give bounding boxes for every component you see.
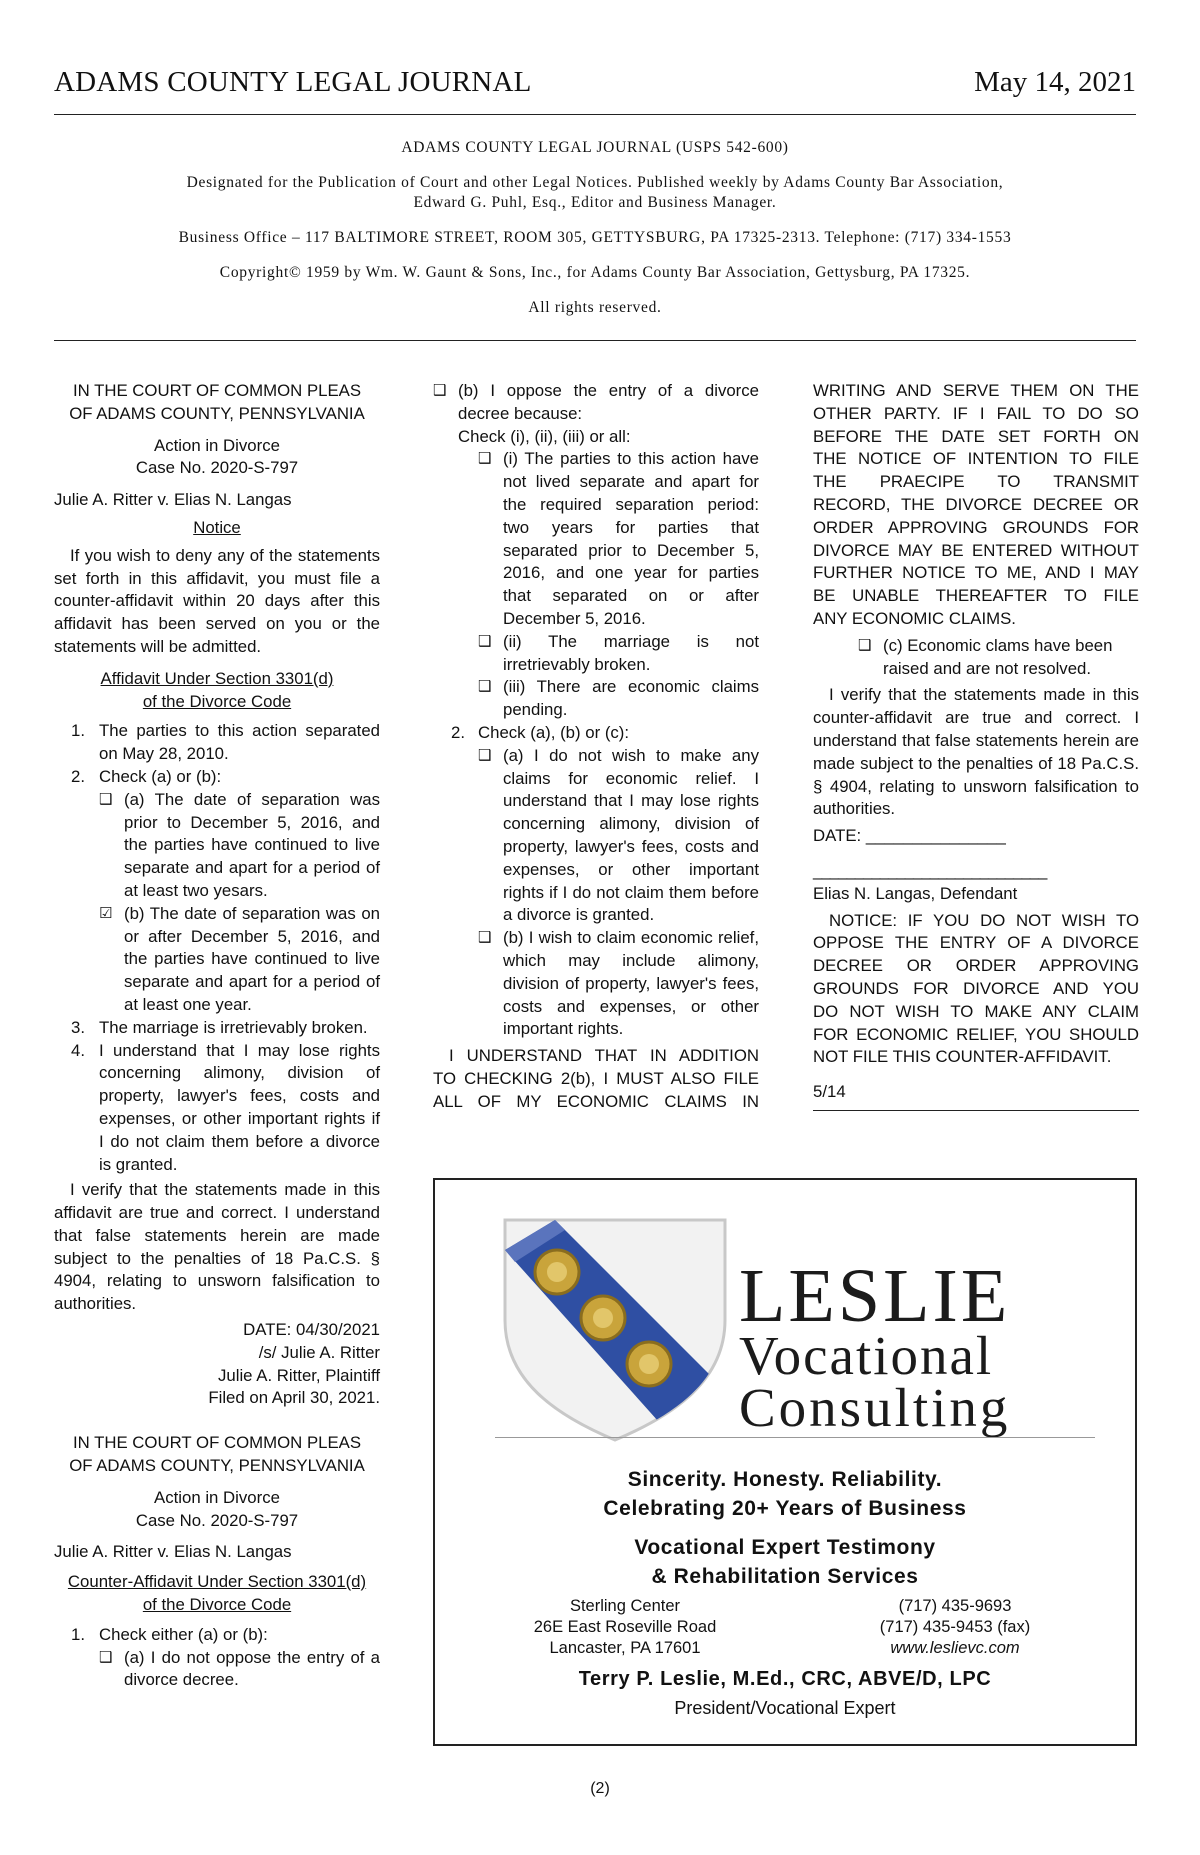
case-number: Case No. 2020-S-797 <box>135 1510 299 1530</box>
masthead <box>54 138 1136 333</box>
issue-date: May 14, 2021 <box>974 66 1136 98</box>
ad-tagline: Sincerity. Honesty. Reliability. <box>627 1468 943 1491</box>
masthead-rights: All rights reserved. <box>528 299 662 316</box>
heading-line: of the Divorce Code <box>142 1595 292 1615</box>
page-number: (2) <box>590 1780 610 1797</box>
masthead-designation-line1: Designated for the Publication of Court and other Legal Notices. Published weekly by Adams County Bar Association, <box>186 174 1004 191</box>
caps-line: DECREE OR ORDER APPROVING <box>813 956 1139 976</box>
journal-title: ADAMS COUNTY LEGAL JOURNAL <box>54 66 532 98</box>
caps-line: ORDER APPROVING GROUNDS FOR <box>813 517 1139 537</box>
item-text: Check either (a) or (b): <box>99 1624 268 1644</box>
caps-line: OTHER PARTY. IF I FAIL TO DO SO <box>813 403 1139 423</box>
verification-paragraph: I verify that the statements made in this affidavit are true and correct. I understand that false statements herein are made subject to the penalties of 18 Pa.C.S. § 4904, relating to unsworn falsification to authorities. <box>54 1180 380 1314</box>
checkbox-checked-icon: ☑ <box>99 904 113 922</box>
court-line: IN THE COURT OF COMMON PLEAS <box>72 1433 362 1453</box>
caps-line: FURTHER NOTICE TO ME, AND I MAY <box>813 563 1139 583</box>
heading-line: Counter-Affidavit Under Section 3301(d) <box>67 1572 367 1592</box>
checkbox-empty-icon: ❑ <box>433 382 447 399</box>
case-parties: Julie A. Ritter v. Elias N. Langas <box>54 1542 292 1562</box>
masthead-copyright: Copyright© 1959 by Wm. W. Gaunt & Sons, Inc., for Adams County Bar Association, Gettysburg, PA 17325. <box>219 264 971 281</box>
caps-line: NOTICE: IF YOU DO NOT WISH TO <box>829 910 1139 930</box>
address-line: 26E East Roseville Road <box>533 1618 717 1636</box>
caps-line: BE UNABLE THEREAFTER TO FILE <box>813 586 1139 606</box>
ad-person: Terry P. Leslie, M.Ed., CRC, ABVE/D, LPC <box>578 1668 992 1690</box>
court-line: IN THE COURT OF COMMON PLEAS <box>72 381 362 400</box>
caps-line: FOR ECONOMIC RELIEF, YOU SHOULD <box>813 1024 1139 1044</box>
list-item <box>433 722 759 745</box>
checkbox-empty-icon: ❑ <box>478 746 492 764</box>
checkbox-item <box>433 448 759 630</box>
final-notice <box>813 910 1139 1070</box>
page-header <box>54 62 1136 115</box>
case-parties: Julie A. Ritter v. Elias N. Langas <box>54 490 292 510</box>
court-heading <box>54 1432 380 1478</box>
item-text: The parties to this action separated on May 28, 2010. <box>99 721 380 764</box>
publication-date-text: 5/14 <box>813 1082 846 1102</box>
verification-paragraph: I verify that the statements made in this counter-affidavit are true and correct. I understand that false statements herein are made subject to the penalties of 18 Pa.C.S. § 4904, relating to unsworn falsification to authorities. <box>813 685 1139 819</box>
defendant-name: Elias N. Langas, Defendant <box>813 883 1018 903</box>
checkbox-empty-icon: ❑ <box>858 636 872 654</box>
item-text: (c) Economic clams have been raised and are not resolved. <box>883 635 1113 678</box>
action-type: Action in Divorce <box>154 435 280 455</box>
signature-line: ____________________________ <box>813 860 1047 880</box>
item-text: (b) I oppose the entry of a divorce decree because: <box>458 381 759 423</box>
list-item <box>54 1017 380 1040</box>
item-number: 1. <box>71 1624 85 1644</box>
counter-affidavit-list <box>54 1624 380 1692</box>
item-text: (b) The date of separation was on or after December 5, 2016, and the parties have continued to live separate and apart for a period of at least one year. <box>124 903 380 1014</box>
publication-date <box>813 1081 1139 1111</box>
item-text: (iii) There are economic claims pending. <box>503 677 759 720</box>
checkbox-empty-icon: ❑ <box>99 1648 113 1666</box>
ad-person-title: President/Vocational Expert <box>674 1698 896 1718</box>
item-text: (a) The date of separation was prior to December 5, 2016, and the parties have continued to live separate and apart for a period of at least two yesars. <box>124 789 380 900</box>
ad-service: & Rehabilitation Services <box>651 1565 919 1588</box>
checkbox-empty-icon: ❑ <box>478 450 492 468</box>
court-line: OF ADAMS COUNTY, PENNSYLVANIA <box>69 403 365 423</box>
logo-name: LESLIE <box>739 1254 1011 1338</box>
checkbox-item <box>54 1647 380 1693</box>
filed-date: Filed on April 30, 2021. <box>208 1388 380 1408</box>
checkbox-empty-icon: ❑ <box>99 790 113 808</box>
signature-block <box>54 1319 380 1410</box>
caps-line: BEFORE THE DATE SET FORTH ON <box>813 426 1139 446</box>
fax: (717) 435-9453 (fax) <box>879 1618 1031 1636</box>
advertisement <box>433 1178 1137 1746</box>
column-right <box>813 380 1139 1111</box>
ad-contact-info <box>835 1596 1075 1659</box>
ad-service: Vocational Expert Testimony <box>634 1536 936 1559</box>
caps-warning-part1 <box>433 1045 759 1113</box>
item-text: (a) I do not wish to make any claims for economic relief. I understand that I may lose rights concerning alimony, division of property, lawyer's fees, costs and expenses, or other important rights if I do not claim them before a divorce is granted. <box>503 745 759 925</box>
checkbox-item <box>433 676 759 722</box>
heading-line: of the Divorce Code <box>142 691 292 711</box>
item-number: 3. <box>71 1017 85 1037</box>
checkbox-item <box>433 745 759 927</box>
item-text: (ii) The marriage is not irretrievably broken. <box>503 631 759 674</box>
column-middle <box>433 380 759 1114</box>
checkbox-item <box>433 380 759 426</box>
logo-divider <box>495 1437 1095 1438</box>
masthead-divider <box>54 340 1136 341</box>
caps-line: OPPOSE THE ENTRY OF A DIVORCE <box>813 933 1139 953</box>
caps-line: GROUNDS FOR DIVORCE AND YOU <box>813 978 1139 998</box>
checkbox-item <box>433 631 759 677</box>
masthead-business-office: Business Office – 117 BALTIMORE STREET, ROOM 305, GETTYSBURG, PA 17325-2313. Telephone: (717) 334-1553 <box>178 229 1012 246</box>
column-left <box>54 380 380 1692</box>
phone: (717) 435-9693 <box>898 1597 1012 1615</box>
court-line: OF ADAMS COUNTY, PENNSYLVANIA <box>69 1456 365 1476</box>
checkbox-item <box>813 635 1139 681</box>
notice-paragraph: If you wish to deny any of the statements set forth in this affidavit, you must file a counter-affidavit within 20 days after this affidavit has been served on you or the statements will be admitted. <box>54 545 380 656</box>
item-number: 2. <box>451 722 465 742</box>
item-text: (i) The parties to this action have not lived separate and apart for the required separation period: two years for parties that separated prior to December 5, 2016, and one year for parties that separated on or after December 5, 2016. <box>503 449 759 628</box>
caps-line: ALL OF MY ECONOMIC CLAIMS IN <box>433 1091 759 1111</box>
item-number: 4. <box>71 1040 85 1060</box>
date-line: DATE: _______________ <box>813 826 1006 846</box>
logo-subtitle: Consulting <box>739 1377 1011 1438</box>
logo-subtitle: Vocational <box>739 1325 994 1386</box>
checkbox-empty-icon: ❑ <box>478 632 492 650</box>
affidavit-list <box>54 720 380 1176</box>
caps-line: RECORD, THE DIVORCE DECREE OR <box>813 494 1139 514</box>
list-item <box>54 720 380 766</box>
signature: /s/ Julie A. Ritter <box>258 1342 380 1362</box>
caps-line: THE NOTICE OF INTENTION TO FILE <box>813 449 1139 469</box>
checkbox-empty-icon: ❑ <box>478 929 492 947</box>
address-line: Sterling Center <box>569 1597 681 1615</box>
action-type: Action in Divorce <box>154 1487 280 1507</box>
caps-warning-part2 <box>813 380 1139 631</box>
caps-line: I UNDERSTAND THAT IN ADDITION <box>449 1046 759 1066</box>
item-text: The marriage is irretrievably broken. <box>99 1017 368 1037</box>
list-item <box>54 766 380 789</box>
caps-line: NOT FILE THIS COUNTER-AFFIDAVIT. <box>813 1047 1112 1067</box>
caps-line: WRITING AND SERVE THEM ON THE <box>813 381 1139 400</box>
checkbox-empty-icon: ❑ <box>478 678 492 696</box>
item-text: (a) I do not oppose the entry of a divorce decree. <box>124 1647 380 1690</box>
court-heading <box>54 380 380 426</box>
signature-role: Julie A. Ritter, Plaintiff <box>218 1365 380 1385</box>
caps-line: ANY ECONOMIC CLAIMS. <box>813 608 1016 628</box>
shield-logo-icon <box>495 1210 735 1450</box>
item-number: 2. <box>71 766 85 786</box>
checkbox-item <box>54 789 380 903</box>
item-text: I understand that I may lose rights concerning alimony, division of property, lawyer's fees, costs and expenses, or other important rights if I do not claim them before a divorce is granted. <box>99 1040 380 1174</box>
list-item <box>54 1624 380 1647</box>
sub-instruction: Check (i), (ii), (iii) or all: <box>458 426 631 446</box>
checkbox-item <box>433 927 759 1041</box>
affidavit-heading <box>54 668 380 714</box>
item-text: Check (a), (b) or (c): <box>478 722 630 742</box>
caps-line: TO CHECKING 2(b), I MUST ALSO FILE <box>433 1068 759 1088</box>
item-number: 1. <box>71 721 85 741</box>
heading-line: Affidavit Under Section 3301(d) <box>100 668 334 688</box>
masthead-publication-line: ADAMS COUNTY LEGAL JOURNAL (USPS 542-600) <box>401 139 789 156</box>
masthead-designation <box>54 173 1136 213</box>
case-info <box>54 1487 380 1533</box>
list-item <box>54 1040 380 1177</box>
ad-address <box>495 1596 755 1659</box>
item-text: (b) I wish to claim economic relief, which may include alimony, division of property, lawyer's fees, costs and expenses, or other important rights. <box>503 928 759 1039</box>
caps-line: DO NOT WISH TO MAKE ANY CLAIM <box>813 1001 1139 1021</box>
ad-tagline: Celebrating 20+ Years of Business <box>603 1497 967 1520</box>
checkbox-item <box>54 903 380 1017</box>
signature-date: DATE: 04/30/2021 <box>243 1320 380 1340</box>
caps-line: DIVORCE MAY BE ENTERED WITHOUT <box>813 540 1139 560</box>
case-info <box>54 435 380 481</box>
masthead-designation-line2: Edward G. Puhl, Esq., Editor and Business Manager. <box>413 194 777 211</box>
notice-heading: Notice <box>193 517 241 537</box>
case-number: Case No. 2020-S-797 <box>135 458 299 478</box>
item-text: Check (a) or (b): <box>99 766 222 786</box>
counter-affidavit-heading <box>54 1571 380 1617</box>
address-line: Lancaster, PA 17601 <box>549 1639 701 1657</box>
website-link[interactable]: www.leslievc.com <box>890 1639 1020 1657</box>
caps-line: THE PRAECIPE TO TRANSMIT <box>813 472 1139 492</box>
